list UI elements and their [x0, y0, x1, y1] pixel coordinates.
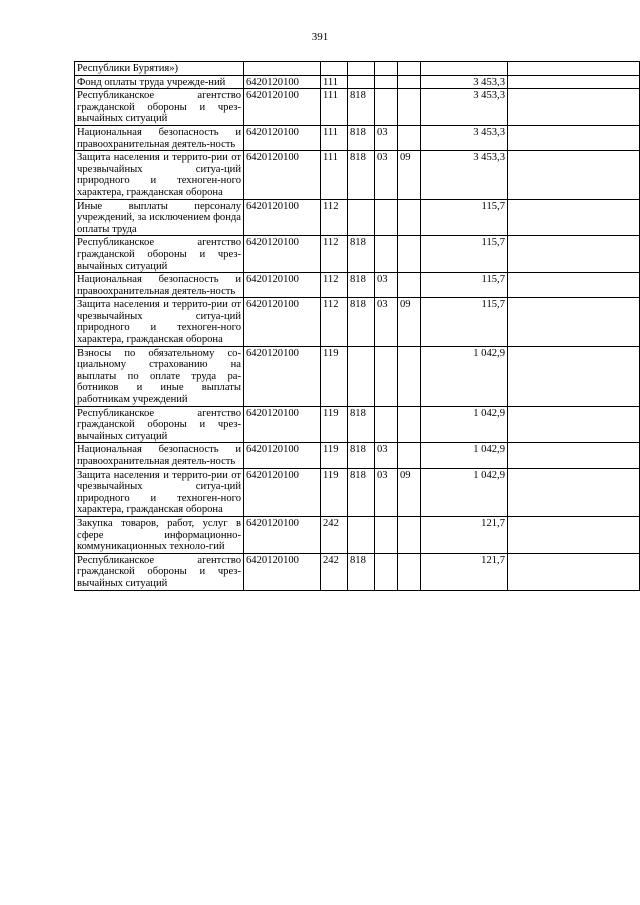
- target-article-code-cell: 6420120100: [244, 468, 321, 516]
- expense-type-code-cell: [321, 62, 348, 76]
- row-name-cell: Национальная безопасность и правоохранительная деятель-ность: [75, 125, 244, 150]
- administrator-code-cell: [348, 62, 375, 76]
- page-number: 391: [311, 31, 329, 43]
- row-name-cell: Защита населения и террито-рии от чрезвычайных ситуа-ций природного и техноген-ного характера, гражданская оборона: [75, 151, 244, 199]
- amount-cell: 3 453,3: [421, 151, 508, 199]
- row-name-cell: Республиканское агентство гражданской обороны и чрез-вычайных ситуаций: [75, 406, 244, 443]
- extra-cell: [508, 346, 640, 406]
- section-code-cell: [375, 75, 398, 89]
- extra-cell: [508, 273, 640, 298]
- row-name-cell: Республиканское агентство гражданской обороны и чрез-вычайных ситуаций: [75, 236, 244, 273]
- target-article-code-cell: 6420120100: [244, 236, 321, 273]
- expense-type-code-cell: 112: [321, 236, 348, 273]
- target-article-code-cell: 6420120100: [244, 516, 321, 553]
- section-code-cell: [375, 236, 398, 273]
- administrator-code-cell: 818: [348, 151, 375, 199]
- section-code-cell: [375, 89, 398, 126]
- extra-cell: [508, 151, 640, 199]
- section-code-cell: 03: [375, 298, 398, 346]
- target-article-code-cell: 6420120100: [244, 199, 321, 236]
- section-code-cell: 03: [375, 468, 398, 516]
- administrator-code-cell: 818: [348, 273, 375, 298]
- administrator-code-cell: 818: [348, 236, 375, 273]
- target-article-code-cell: 6420120100: [244, 89, 321, 126]
- row-name-cell: Защита населения и террито-рии от чрезвычайных ситуа-ций природного и техноген-ного характера, гражданская оборона: [75, 298, 244, 346]
- table-row: [75, 273, 640, 298]
- row-name-cell: Защита населения и террито-рии от чрезвычайных ситуа-ций природного и техноген-ного характера, гражданская оборона: [75, 468, 244, 516]
- expense-type-code-cell: 111: [321, 75, 348, 89]
- subsection-code-cell: [398, 346, 421, 406]
- extra-cell: [508, 199, 640, 236]
- row-name-cell: Национальная безопасность и правоохранительная деятель-ность: [75, 443, 244, 468]
- subsection-code-cell: [398, 273, 421, 298]
- amount-cell: 1 042,9: [421, 346, 508, 406]
- section-code-cell: [375, 62, 398, 76]
- table-row: [75, 199, 640, 236]
- table-row: [75, 298, 640, 346]
- row-name-cell: Фонд оплаты труда учрежде-ний: [75, 75, 244, 89]
- budget-table: [74, 61, 640, 591]
- table-row: [75, 125, 640, 150]
- extra-cell: [508, 89, 640, 126]
- target-article-code-cell: 6420120100: [244, 346, 321, 406]
- extra-cell: [508, 125, 640, 150]
- target-article-code-cell: 6420120100: [244, 443, 321, 468]
- administrator-code-cell: 818: [348, 298, 375, 346]
- amount-cell: 121,7: [421, 516, 508, 553]
- administrator-code-cell: 818: [348, 406, 375, 443]
- target-article-code-cell: 6420120100: [244, 553, 321, 590]
- amount-cell: 1 042,9: [421, 468, 508, 516]
- expense-type-code-cell: 112: [321, 199, 348, 236]
- table-row: [75, 62, 640, 76]
- table-row: [75, 151, 640, 199]
- subsection-code-cell: [398, 443, 421, 468]
- expense-type-code-cell: 111: [321, 89, 348, 126]
- expense-type-code-cell: 242: [321, 553, 348, 590]
- extra-cell: [508, 75, 640, 89]
- section-code-cell: 03: [375, 273, 398, 298]
- extra-cell: [508, 516, 640, 553]
- subsection-code-cell: [398, 75, 421, 89]
- section-code-cell: 03: [375, 443, 398, 468]
- section-code-cell: [375, 553, 398, 590]
- section-code-cell: [375, 516, 398, 553]
- subsection-code-cell: 09: [398, 151, 421, 199]
- table-row: [75, 89, 640, 126]
- extra-cell: [508, 406, 640, 443]
- amount-cell: 121,7: [421, 553, 508, 590]
- subsection-code-cell: [398, 516, 421, 553]
- target-article-code-cell: [244, 62, 321, 76]
- section-code-cell: [375, 406, 398, 443]
- target-article-code-cell: 6420120100: [244, 151, 321, 199]
- administrator-code-cell: 818: [348, 553, 375, 590]
- row-name-cell: Иные выплаты персоналу учреждений, за исключением фонда оплаты труда: [75, 199, 244, 236]
- row-name-cell: Взносы по обязательному со-циальному страхованию на выплаты по оплате труда ра-ботников и иные выплаты работникам учреждений: [75, 346, 244, 406]
- amount-cell: 3 453,3: [421, 75, 508, 89]
- row-name-cell: Республиканское агентство гражданской обороны и чрез-вычайных ситуаций: [75, 89, 244, 126]
- amount-cell: 115,7: [421, 236, 508, 273]
- subsection-code-cell: [398, 62, 421, 76]
- administrator-code-cell: 818: [348, 443, 375, 468]
- target-article-code-cell: 6420120100: [244, 406, 321, 443]
- administrator-code-cell: 818: [348, 468, 375, 516]
- section-code-cell: 03: [375, 125, 398, 150]
- subsection-code-cell: [398, 125, 421, 150]
- administrator-code-cell: [348, 346, 375, 406]
- table-row: [75, 75, 640, 89]
- table-row: [75, 406, 640, 443]
- amount-cell: 3 453,3: [421, 125, 508, 150]
- amount-cell: [421, 62, 508, 76]
- subsection-code-cell: [398, 406, 421, 443]
- table-row: [75, 346, 640, 406]
- subsection-code-cell: 09: [398, 468, 421, 516]
- expense-type-code-cell: 242: [321, 516, 348, 553]
- section-code-cell: 03: [375, 151, 398, 199]
- table-body: [75, 62, 640, 591]
- amount-cell: 3 453,3: [421, 89, 508, 126]
- table-row: [75, 553, 640, 590]
- subsection-code-cell: 09: [398, 298, 421, 346]
- subsection-code-cell: [398, 89, 421, 126]
- amount-cell: 115,7: [421, 199, 508, 236]
- amount-cell: 1 042,9: [421, 443, 508, 468]
- amount-cell: 115,7: [421, 273, 508, 298]
- extra-cell: [508, 468, 640, 516]
- expense-type-code-cell: 111: [321, 151, 348, 199]
- amount-cell: 1 042,9: [421, 406, 508, 443]
- administrator-code-cell: [348, 516, 375, 553]
- section-code-cell: [375, 199, 398, 236]
- table-row: [75, 516, 640, 553]
- target-article-code-cell: 6420120100: [244, 273, 321, 298]
- row-name-cell: Закупка товаров, работ, услуг в сфере информационно-коммуникационных техноло-гий: [75, 516, 244, 553]
- row-name-cell: Республики Бурятия»): [75, 62, 244, 76]
- expense-type-code-cell: 119: [321, 468, 348, 516]
- extra-cell: [508, 553, 640, 590]
- expense-type-code-cell: 119: [321, 406, 348, 443]
- administrator-code-cell: [348, 75, 375, 89]
- extra-cell: [508, 298, 640, 346]
- table-row: [75, 236, 640, 273]
- subsection-code-cell: [398, 199, 421, 236]
- table-row: [75, 443, 640, 468]
- administrator-code-cell: 818: [348, 125, 375, 150]
- subsection-code-cell: [398, 236, 421, 273]
- target-article-code-cell: 6420120100: [244, 75, 321, 89]
- expense-type-code-cell: 111: [321, 125, 348, 150]
- expense-type-code-cell: 112: [321, 273, 348, 298]
- extra-cell: [508, 236, 640, 273]
- extra-cell: [508, 443, 640, 468]
- administrator-code-cell: [348, 199, 375, 236]
- target-article-code-cell: 6420120100: [244, 125, 321, 150]
- extra-cell: [508, 62, 640, 76]
- row-name-cell: Национальная безопасность и правоохранительная деятель-ность: [75, 273, 244, 298]
- table-row: [75, 468, 640, 516]
- subsection-code-cell: [398, 553, 421, 590]
- amount-cell: 115,7: [421, 298, 508, 346]
- expense-type-code-cell: 119: [321, 346, 348, 406]
- row-name-cell: Республиканское агентство гражданской обороны и чрез-вычайных ситуаций: [75, 553, 244, 590]
- expense-type-code-cell: 112: [321, 298, 348, 346]
- expense-type-code-cell: 119: [321, 443, 348, 468]
- section-code-cell: [375, 346, 398, 406]
- administrator-code-cell: 818: [348, 89, 375, 126]
- target-article-code-cell: 6420120100: [244, 298, 321, 346]
